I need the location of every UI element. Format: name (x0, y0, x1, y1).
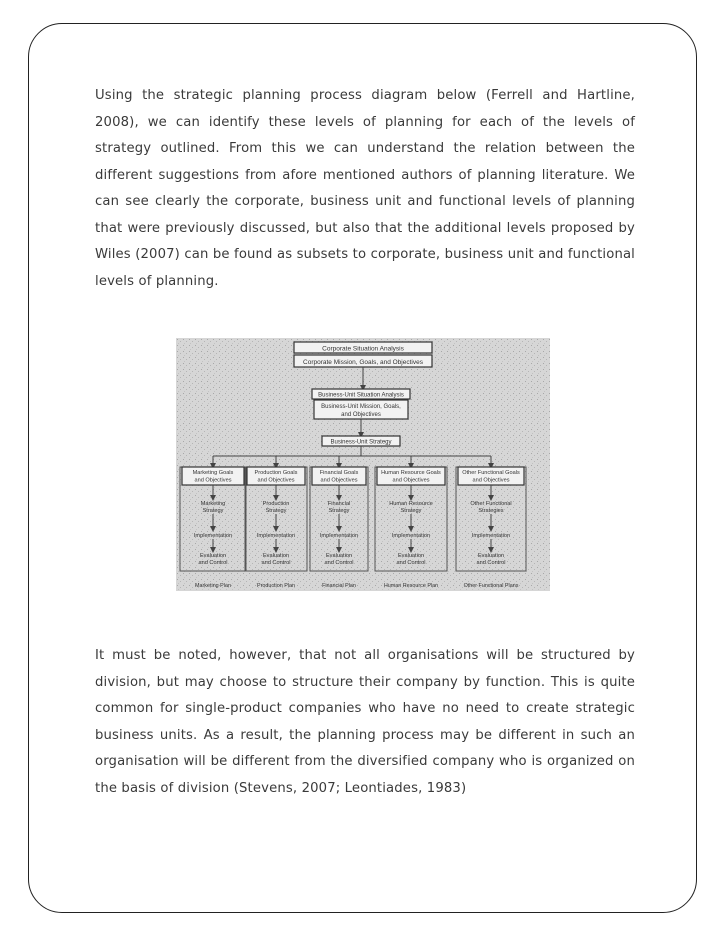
functional-goals-label: and Objectives (257, 477, 295, 484)
functional-strategy-label: Human Resource (389, 501, 433, 507)
functional-goals-label: Financial Goals (319, 470, 359, 476)
evaluation-label: Evaluation (325, 553, 353, 559)
bu-situation-label: Business-Unit Situation Analysis (318, 392, 404, 399)
functional-plan-footer: Marketing Plan (195, 583, 231, 589)
functional-goals-label: and Objectives (472, 477, 510, 484)
functional-strategy-label: Financial (327, 501, 351, 507)
evaluation-label: and Control (476, 560, 506, 566)
evaluation-label: and Control (261, 560, 291, 566)
bu-strategy-label: Business-Unit Strategy (330, 439, 392, 446)
evaluation-label: Evaluation (199, 553, 227, 559)
functional-strategy-label: Strategy (202, 508, 224, 514)
functional-goals-label: Marketing Goals (192, 470, 234, 476)
functional-goals-label: and Objectives (392, 477, 430, 484)
functional-plan-footer: Financial Plan (322, 583, 356, 589)
evaluation-label: Evaluation (477, 553, 505, 559)
functional-plan-footer: Human Resource Plan (383, 583, 439, 589)
functional-plan-footer: Production Plan (256, 583, 296, 589)
functional-strategy-label: Strategy (265, 508, 287, 514)
implementation-label: Implementation (471, 533, 511, 539)
structure-paragraph: It must be noted, however, that not all organisations will be structured by division, but may choose to structure their company by function. This is quite common for single-product companies who have no need to create strategic business units. As a result, the planning process may be different in such an organisation will be different from the diversified company who is organized on the basis of division (Stevens, 2007; Leontiades, 1983) (95, 648, 635, 796)
evaluation-label: and Control (396, 560, 426, 566)
functional-strategy-label: Production (262, 501, 290, 507)
implementation-label: Implementation (193, 533, 233, 539)
corporate-mission-label: Corporate Mission, Goals, and Objectives (303, 359, 423, 366)
evaluation-label: and Control (198, 560, 228, 566)
functional-strategy-label: Other Functional (470, 501, 512, 507)
functional-goals-label: Human Resource Goals (381, 470, 441, 476)
functional-plan-footer: Other Functional Plans (463, 583, 519, 589)
functional-strategy-label: Strategies (478, 508, 504, 514)
functional-strategy-label: Marketing (200, 501, 226, 507)
functional-goals-label: Production Goals (254, 470, 298, 476)
functional-goals-label: Other Functional Goals (462, 470, 520, 476)
corporate-situation-label: Corporate Situation Analysis (322, 345, 404, 353)
bu-mission-label-1: Business-Unit Mission, Goals, (321, 404, 401, 410)
bu-mission-label-2: and Objectives (341, 412, 381, 418)
functional-strategy-label: Strategy (400, 508, 422, 514)
functional-strategy-label: Strategy (328, 508, 350, 514)
implementation-label: Implementation (319, 533, 359, 539)
functional-goals-label: and Objectives (320, 477, 358, 484)
diagram-svg (176, 338, 550, 591)
strategic-planning-diagram (176, 338, 550, 591)
evaluation-label: and Control (324, 560, 354, 566)
implementation-label: Implementation (391, 533, 431, 539)
implementation-label: Implementation (256, 533, 296, 539)
functional-goals-label: and Objectives (194, 477, 232, 484)
evaluation-label: Evaluation (262, 553, 290, 559)
intro-paragraph: Using the strategic planning process diagram below (Ferrell and Hartline, 2008), we can identify these levels of planning for each of the levels of strategy outlined. From this we can understand the relation between the different suggestions from afore mentioned authors of planning literature. We can see clearly the corporate, business unit and functional levels of planning that were previously discussed, but also that the additional levels proposed by Wiles (2007) can be found as subsets to corporate, business unit and functional levels of planning. (95, 88, 635, 289)
evaluation-label: Evaluation (397, 553, 425, 559)
